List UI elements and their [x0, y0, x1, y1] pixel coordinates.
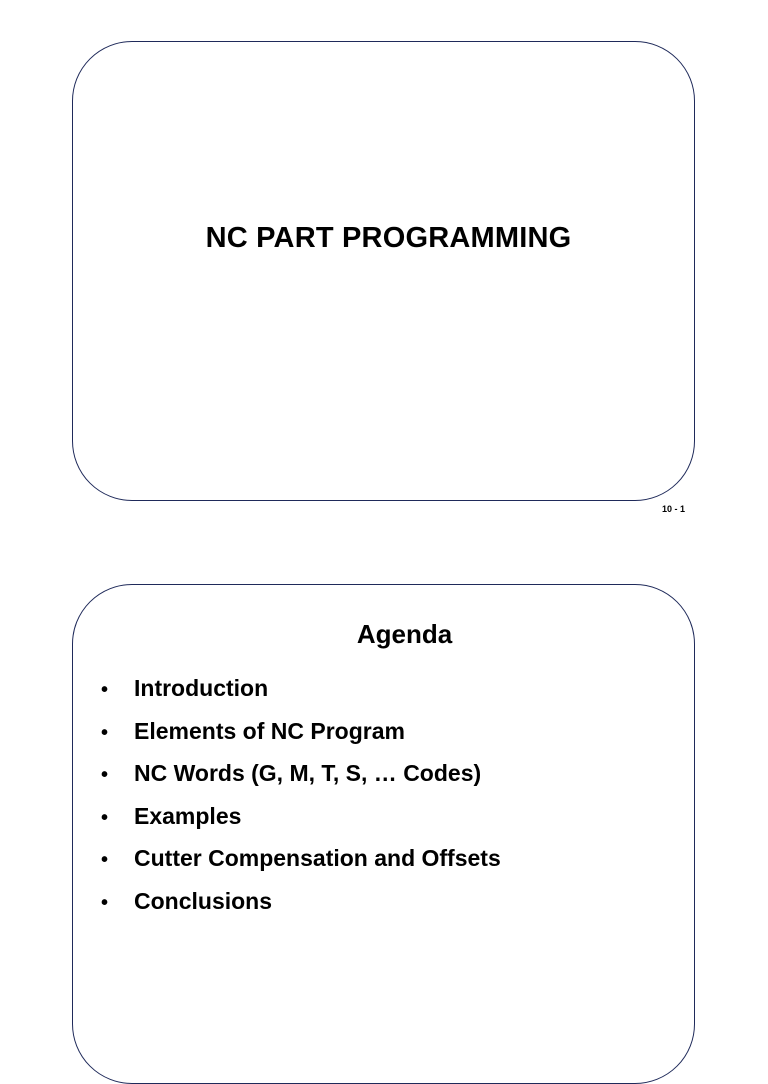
slide-agenda: [72, 584, 695, 1084]
slide-title-heading: NC PART PROGRAMMING: [205, 222, 572, 254]
agenda-item-elements: [99, 718, 501, 761]
bullet-icon: •: [101, 891, 109, 914]
page-number: 10 - 1: [662, 504, 686, 514]
bullet-icon: •: [101, 721, 109, 744]
agenda-item-label: Introduction: [134, 675, 269, 701]
bullet-icon: •: [101, 806, 109, 829]
bullet-icon: •: [101, 849, 109, 871]
agenda-list: [99, 675, 501, 930]
agenda-item-nc-words: [99, 760, 501, 803]
agenda-item-introduction: [99, 675, 501, 718]
agenda-item-label: Examples: [134, 802, 242, 829]
bullet-icon: •: [101, 764, 109, 786]
agenda-item-label: NC Words (G, M, T, S, … Codes): [134, 760, 482, 786]
agenda-item-label: Cutter Compensation and Offsets: [134, 845, 501, 871]
agenda-item-examples: [99, 803, 501, 846]
agenda-item-label: Elements of NC Program: [134, 717, 405, 744]
agenda-heading: Agenda: [356, 619, 453, 649]
slide-title: [72, 41, 695, 501]
agenda-item-conclusions: [99, 888, 501, 931]
bullet-icon: •: [101, 679, 109, 701]
agenda-item-cutter-compensation: [99, 845, 501, 888]
agenda-item-label: Conclusions: [134, 887, 273, 914]
